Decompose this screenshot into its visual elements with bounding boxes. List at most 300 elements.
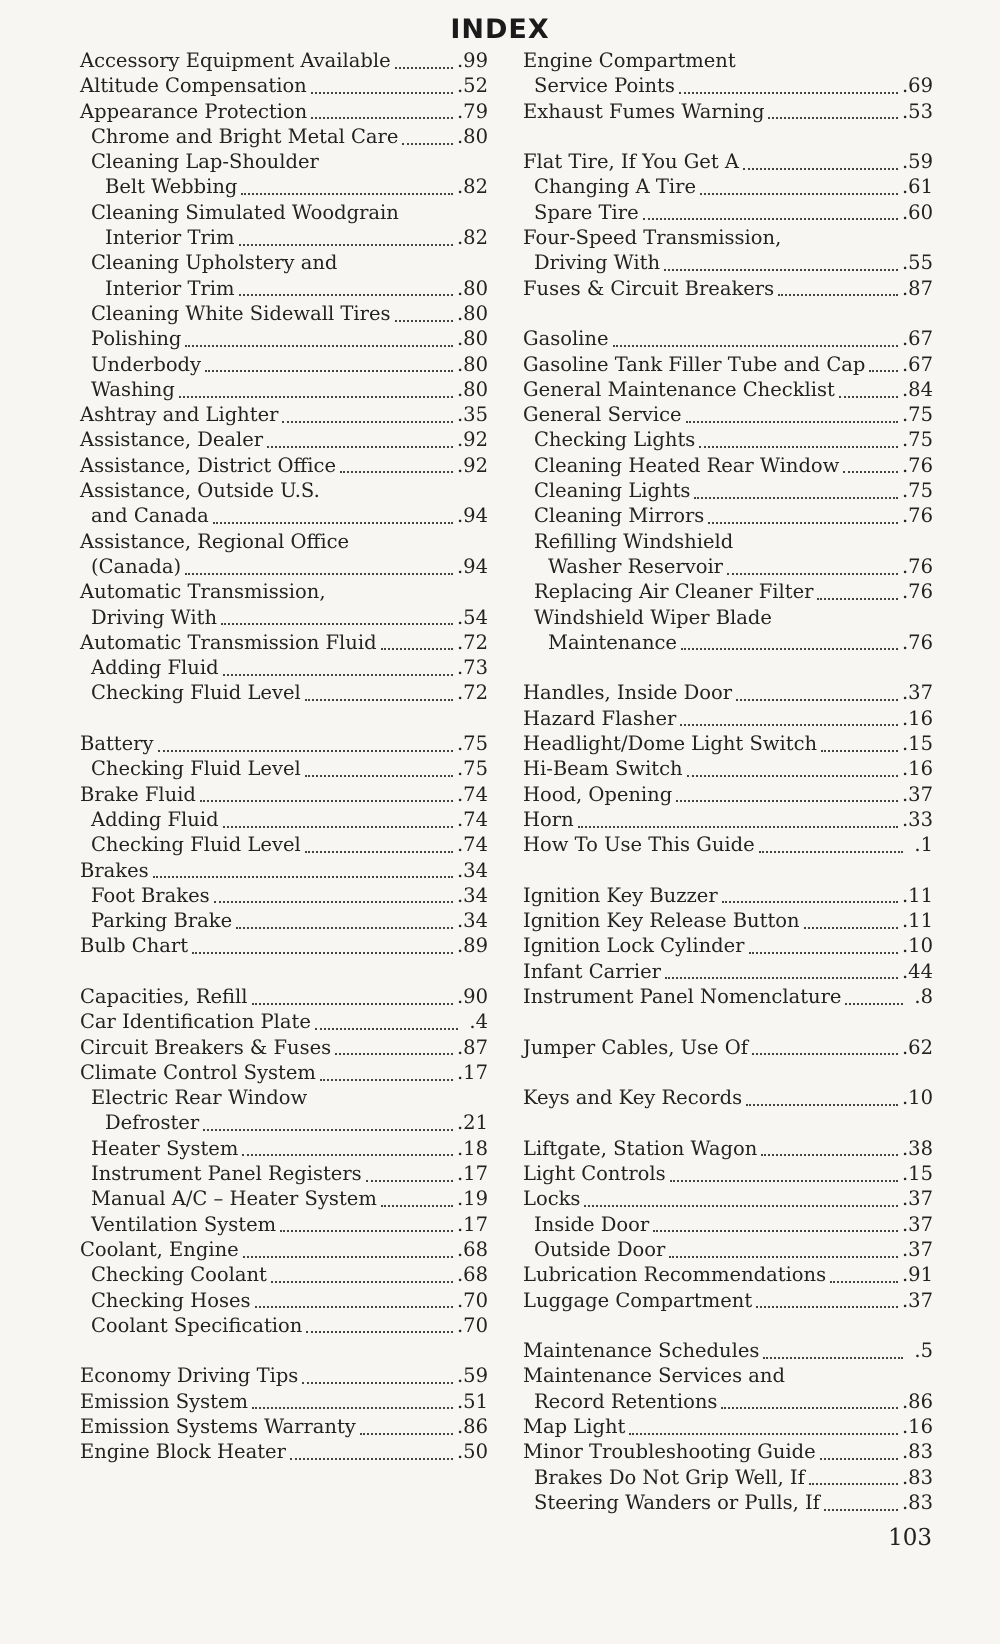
dot-leader <box>809 1483 898 1485</box>
index-entry <box>80 731 488 756</box>
index-entry-page: .52 <box>456 74 488 98</box>
index-entry-page: .75 <box>456 757 488 781</box>
dot-leader <box>223 826 453 828</box>
index-entry-text: Battery <box>80 732 154 756</box>
index-entry-text: Emission System <box>80 1389 248 1413</box>
index-entry <box>80 276 488 301</box>
index-entry <box>523 782 933 807</box>
index-entry-page: .11 <box>901 883 933 907</box>
index-entry-text: Locks <box>523 1187 581 1211</box>
index-entry <box>80 1060 488 1085</box>
index-entry-text: Chrome and Bright Metal Care <box>91 124 399 148</box>
index-entry-page: .76 <box>901 504 933 528</box>
index-entry <box>523 1161 933 1186</box>
index-entry-text: How To Use This Guide <box>523 833 755 857</box>
dot-leader <box>395 320 453 322</box>
index-entry <box>80 1186 488 1211</box>
index-entry-text: Capacities, Refill <box>80 984 248 1008</box>
index-entry-page: .86 <box>456 1415 488 1439</box>
index-entry-page: .72 <box>456 630 488 654</box>
index-entry-text: Altitude Compensation <box>80 74 307 98</box>
index-entry-page: .11 <box>901 909 933 933</box>
index-entry-text: Exhaust Fumes Warning <box>523 99 765 123</box>
index-entry-page: .76 <box>901 630 933 654</box>
index-entry-text: Automatic Transmission Fluid <box>80 630 377 654</box>
dot-leader <box>749 952 898 954</box>
index-entry-text: Cleaning Upholstery and <box>91 251 338 275</box>
index-entry-text: Maintenance Services and <box>523 1364 785 1388</box>
index-entry-page: .34 <box>456 909 488 933</box>
index-entry-text: Service Points <box>534 74 675 98</box>
index-entry-page: .37 <box>901 1212 933 1236</box>
dot-leader <box>680 724 898 726</box>
dot-leader <box>255 1306 453 1308</box>
index-entry-text: Cleaning Lights <box>534 479 691 503</box>
index-entry-page: .15 <box>901 1162 933 1186</box>
index-entry <box>80 301 488 326</box>
index-entry-text: Steering Wanders or Pulls, If <box>534 1490 820 1514</box>
index-entry-page: .83 <box>901 1465 933 1489</box>
section-gap <box>523 655 933 680</box>
index-entry-text: Hazard Flasher <box>523 706 677 730</box>
section-gap <box>523 1060 933 1085</box>
index-entry-text: Driving With <box>91 605 218 629</box>
index-entry-page: .99 <box>456 49 488 72</box>
index-entry-text: Hi-Beam Switch <box>523 757 683 781</box>
index-entry-page: .4 <box>469 1010 488 1034</box>
dot-leader <box>578 826 898 828</box>
index-entry-page: .92 <box>456 428 488 452</box>
index-entry <box>523 478 933 503</box>
dot-leader <box>381 648 453 650</box>
section-gap <box>80 959 488 984</box>
dot-leader <box>340 471 453 473</box>
index-entry-page: .18 <box>456 1136 488 1160</box>
index-entry <box>80 503 488 528</box>
index-entry <box>523 402 933 427</box>
index-entry-text: Instrument Panel Registers <box>91 1162 362 1186</box>
index-entry-page: .8 <box>914 984 933 1008</box>
dot-leader <box>694 497 898 499</box>
index-entry-text: Circuit Breakers & Fuses <box>80 1035 332 1059</box>
dot-leader <box>239 244 453 246</box>
index-entry <box>523 503 933 528</box>
index-entry-page: .21 <box>456 1111 488 1135</box>
dot-leader <box>845 1003 903 1005</box>
dot-leader <box>708 522 898 524</box>
index-entry-text: and Canada <box>91 504 209 528</box>
index-entry-text: Inside Door <box>534 1212 650 1236</box>
index-entry-page: .79 <box>456 99 488 123</box>
section-gap <box>80 1338 488 1363</box>
dot-leader <box>743 168 898 170</box>
index-entry-text: Refilling Windshield <box>534 529 734 553</box>
index-entry <box>523 225 933 250</box>
index-entry-text: Horn <box>523 807 574 831</box>
index-entry-page: .74 <box>456 782 488 806</box>
index-entry-text: Ignition Key Buzzer <box>523 883 718 907</box>
index-entry-page: .50 <box>456 1440 488 1464</box>
index-entry <box>80 48 488 73</box>
index-entry-text: Ashtray and Lighter <box>80 403 279 427</box>
index-entry-text: Manual A/C – Heater System <box>91 1187 377 1211</box>
dot-leader <box>302 1382 453 1384</box>
index-entry-text: Assistance, District Office <box>80 453 336 477</box>
dot-leader <box>192 952 453 954</box>
index-entry-text: Outside Door <box>534 1237 666 1261</box>
dot-leader <box>239 294 453 296</box>
index-entry <box>80 1439 488 1464</box>
index-entry-text: Parking Brake <box>91 909 233 933</box>
index-entry-text: Maintenance Schedules <box>523 1339 760 1363</box>
dot-leader <box>653 1230 898 1232</box>
index-entry-page: .16 <box>901 757 933 781</box>
dot-leader <box>722 901 898 903</box>
index-entry-text: Climate Control System <box>80 1060 316 1084</box>
index-entry-text: Keys and Key Records <box>523 1086 743 1110</box>
index-entry <box>523 630 933 655</box>
index-entry-text: Assistance, Outside U.S. <box>80 479 320 503</box>
index-entry-text: Cleaning White Sidewall Tires <box>91 301 391 325</box>
index-entry-text: Cleaning Simulated Woodgrain <box>91 200 399 224</box>
index-entry-text: Minor Troubleshooting Guide <box>523 1440 816 1464</box>
dot-leader <box>820 1458 898 1460</box>
page-title: INDEX <box>450 14 550 45</box>
index-entry <box>80 1085 488 1110</box>
dot-leader <box>699 446 898 448</box>
dot-leader <box>681 648 898 650</box>
index-entry-text: Assistance, Regional Office <box>80 529 350 553</box>
index-entry-page: .37 <box>901 1237 933 1261</box>
index-entry <box>80 554 488 579</box>
index-entry-text: Brakes Do Not Grip Well, If <box>534 1465 805 1489</box>
index-entry <box>80 858 488 883</box>
index-entry-text: Flat Tire, If You Get A <box>523 150 739 174</box>
index-entry-page: .70 <box>456 1313 488 1337</box>
index-entry-text: Defroster <box>105 1111 200 1135</box>
dot-leader <box>768 117 898 119</box>
dot-leader <box>311 92 453 94</box>
index-entry-page: .76 <box>901 453 933 477</box>
index-entry <box>523 1288 933 1313</box>
index-entry-page: .75 <box>456 732 488 756</box>
index-entry-text: Cleaning Heated Rear Window <box>534 453 840 477</box>
index-entry-text: Assistance, Dealer <box>80 428 264 452</box>
index-entry-text: Brake Fluid <box>80 782 196 806</box>
index-entry <box>523 200 933 225</box>
index-entry-page: .75 <box>901 403 933 427</box>
index-entry-text: Map Light <box>523 1415 626 1439</box>
index-entry <box>80 680 488 705</box>
index-entry-page: .55 <box>901 251 933 275</box>
section-gap <box>523 1110 933 1135</box>
index-entry-page: .17 <box>456 1162 488 1186</box>
index-entry-page: .84 <box>901 377 933 401</box>
dot-leader <box>241 193 453 195</box>
index-entry-text: Emission Systems Warranty <box>80 1415 356 1439</box>
dot-leader <box>736 699 898 701</box>
index-entry-page: .75 <box>901 428 933 452</box>
index-entry <box>80 99 488 124</box>
dot-leader <box>267 446 453 448</box>
index-entry-page: .94 <box>456 504 488 528</box>
index-entry-text: Headlight/Dome Light Switch <box>523 732 818 756</box>
dot-leader <box>305 699 453 701</box>
index-entry <box>80 883 488 908</box>
dot-leader <box>290 1458 453 1460</box>
index-entry-text: Electric Rear Window <box>91 1086 308 1110</box>
index-entry-text: General Service <box>523 403 682 427</box>
dot-leader <box>686 421 898 423</box>
index-entry-page: .37 <box>901 782 933 806</box>
index-entry <box>523 1212 933 1237</box>
index-entry-page: .76 <box>901 580 933 604</box>
index-entry <box>80 1110 488 1135</box>
dot-leader <box>320 1079 453 1081</box>
index-entry-text: Engine Compartment <box>523 49 736 72</box>
index-entry-page: .76 <box>901 554 933 578</box>
index-entry <box>523 99 933 124</box>
dot-leader <box>804 927 898 929</box>
index-entry <box>80 605 488 630</box>
index-entry-page: .54 <box>456 605 488 629</box>
dot-leader <box>869 370 898 372</box>
index-entry-text: Interior Trim <box>105 226 235 250</box>
index-entry-page: .17 <box>456 1212 488 1236</box>
index-entry-text: Cleaning Mirrors <box>534 504 705 528</box>
index-entry-page: .10 <box>901 934 933 958</box>
index-entry-page: .80 <box>456 301 488 325</box>
index-entry <box>80 326 488 351</box>
dot-leader <box>778 294 898 296</box>
index-entry <box>80 756 488 781</box>
index-entry-page: .51 <box>456 1389 488 1413</box>
dot-leader <box>252 1003 453 1005</box>
index-entry-text: Hood, Opening <box>523 782 673 806</box>
index-entry <box>523 1338 933 1363</box>
index-entry-text: Checking Hoses <box>91 1288 251 1312</box>
index-entry <box>523 756 933 781</box>
index-entry-text: Coolant Specification <box>91 1313 303 1337</box>
dot-leader <box>817 598 898 600</box>
dot-leader <box>271 1281 453 1283</box>
index-entry-text: Record Retentions <box>534 1389 718 1413</box>
index-entry-text: Car Identification Plate <box>80 1010 311 1034</box>
index-entry-page: .72 <box>456 681 488 705</box>
index-entry <box>523 680 933 705</box>
index-entry <box>80 1313 488 1338</box>
index-entry-page: .80 <box>456 352 488 376</box>
index-entry-text: Adding Fluid <box>91 807 219 831</box>
index-entry-page: .82 <box>456 226 488 250</box>
index-entry <box>80 149 488 174</box>
dot-leader <box>687 775 898 777</box>
index-entry-page: .94 <box>456 554 488 578</box>
dot-leader <box>280 1230 453 1232</box>
index-entry <box>523 1363 933 1388</box>
index-entry <box>80 984 488 1009</box>
index-entry-text: Gasoline Tank Filler Tube and Cap <box>523 352 866 376</box>
dot-leader <box>223 674 453 676</box>
index-entry-text: Washer Reservoir <box>548 554 724 578</box>
index-entry-text: Washing <box>91 377 175 401</box>
index-entry-text: General Maintenance Checklist <box>523 377 835 401</box>
index-entry-page: .19 <box>456 1187 488 1211</box>
index-entry-page: .87 <box>901 276 933 300</box>
index-entry-page: .35 <box>456 403 488 427</box>
index-entry-page: .34 <box>456 858 488 882</box>
index-entry-page: .80 <box>456 327 488 351</box>
index-entry <box>523 149 933 174</box>
index-entry-text: (Canada) <box>91 554 182 578</box>
index-entry-page: .80 <box>456 124 488 148</box>
index-entry <box>80 427 488 452</box>
dot-leader <box>335 1053 453 1055</box>
index-entry <box>80 73 488 98</box>
dot-leader <box>366 1180 453 1182</box>
index-entry-text: Ventilation System <box>91 1212 277 1236</box>
index-entry-text: Infant Carrier <box>523 959 661 983</box>
index-entry-page: .74 <box>456 807 488 831</box>
index-entry <box>523 1085 933 1110</box>
dot-leader <box>305 851 453 853</box>
index-entry <box>523 1490 933 1515</box>
index-entry-page: .10 <box>901 1086 933 1110</box>
index-entry <box>80 782 488 807</box>
index-entry-text: Jumper Cables, Use Of <box>523 1035 749 1059</box>
index-entry-page: .75 <box>901 479 933 503</box>
section-gap <box>80 706 488 731</box>
dot-leader <box>613 345 898 347</box>
dot-leader <box>185 345 453 347</box>
dot-leader <box>679 92 898 94</box>
dot-leader <box>676 800 898 802</box>
index-entry-text: Heater System <box>91 1136 239 1160</box>
dot-leader <box>727 573 898 575</box>
index-entry <box>523 73 933 98</box>
dot-leader <box>236 927 453 929</box>
index-entry-page: .37 <box>901 1288 933 1312</box>
dot-leader <box>821 750 898 752</box>
index-entry-page: .80 <box>456 276 488 300</box>
section-gap <box>523 124 933 149</box>
dot-leader <box>360 1433 453 1435</box>
index-entry <box>80 529 488 554</box>
index-entry <box>80 1414 488 1439</box>
dot-leader <box>158 750 453 752</box>
dot-leader <box>402 143 453 145</box>
dot-leader <box>395 67 453 69</box>
dot-leader <box>200 800 453 802</box>
index-entry <box>523 579 933 604</box>
index-entry-text: Changing A Tire <box>534 175 697 199</box>
index-entry <box>80 933 488 958</box>
dot-leader <box>629 1433 898 1435</box>
index-entry-page: .44 <box>901 959 933 983</box>
index-entry-page: .86 <box>901 1389 933 1413</box>
index-entry <box>523 1439 933 1464</box>
index-entry-page: .59 <box>456 1364 488 1388</box>
index-entry <box>80 453 488 478</box>
dot-leader <box>311 117 453 119</box>
index-entry <box>523 1035 933 1060</box>
dot-leader <box>252 1407 453 1409</box>
index-entry-text: Windshield Wiper Blade <box>534 605 772 629</box>
dot-leader <box>643 218 898 220</box>
index-entry-page: .37 <box>901 1187 933 1211</box>
index-entry <box>523 1136 933 1161</box>
dot-leader <box>205 370 453 372</box>
index-entry <box>80 377 488 402</box>
index-entry-text: Gasoline <box>523 327 609 351</box>
index-entry-page: .16 <box>901 706 933 730</box>
index-entry <box>80 1035 488 1060</box>
index-entry <box>80 1136 488 1161</box>
dot-leader <box>664 269 898 271</box>
index-entry <box>523 377 933 402</box>
index-entry <box>523 731 933 756</box>
index-entry-page: .87 <box>456 1035 488 1059</box>
index-entry-page: .89 <box>456 934 488 958</box>
index-entry-page: .37 <box>901 681 933 705</box>
index-entry <box>80 1288 488 1313</box>
index-entry <box>523 1465 933 1490</box>
index-entry-page: .90 <box>456 984 488 1008</box>
index-entry-text: Luggage Compartment <box>523 1288 753 1312</box>
index-entry <box>523 832 933 857</box>
dot-leader <box>185 573 453 575</box>
index-entry <box>80 630 488 655</box>
index-entry <box>80 250 488 275</box>
index-entry <box>523 1414 933 1439</box>
index-entry <box>523 529 933 554</box>
index-entry-text: Spare Tire <box>534 200 639 224</box>
index-entry <box>523 605 933 630</box>
index-entry <box>80 832 488 857</box>
index-entry-page: .5 <box>914 1339 933 1363</box>
index-entry <box>80 1237 488 1262</box>
index-entry <box>80 579 488 604</box>
index-entry <box>523 453 933 478</box>
index-entry-page: .1 <box>914 833 933 857</box>
index-entry-page: .67 <box>901 327 933 351</box>
section-gap <box>523 301 933 326</box>
index-entry-text: Instrument Panel Nomenclature <box>523 984 842 1008</box>
index-entry <box>80 655 488 680</box>
index-entry <box>523 1186 933 1211</box>
index-entry <box>80 1009 488 1034</box>
dot-leader <box>700 193 898 195</box>
dot-leader <box>839 396 898 398</box>
index-entry-page: .61 <box>901 175 933 199</box>
index-entry <box>523 427 933 452</box>
index-entry-page: .68 <box>456 1263 488 1287</box>
index-entry <box>523 984 933 1009</box>
index-entry <box>523 883 933 908</box>
index-entry <box>523 807 933 832</box>
index-entry-text: Economy Driving Tips <box>80 1364 299 1388</box>
index-entry-page: .34 <box>456 883 488 907</box>
index-entry-page: .83 <box>901 1440 933 1464</box>
index-entry <box>523 1389 933 1414</box>
index-entry-text: Engine Block Heater <box>80 1440 286 1464</box>
dot-leader <box>213 522 453 524</box>
index-entry <box>523 554 933 579</box>
index-entry-text: Underbody <box>91 352 202 376</box>
index-entry-page: .92 <box>456 453 488 477</box>
dot-leader <box>242 1154 453 1156</box>
dot-leader <box>752 1053 898 1055</box>
